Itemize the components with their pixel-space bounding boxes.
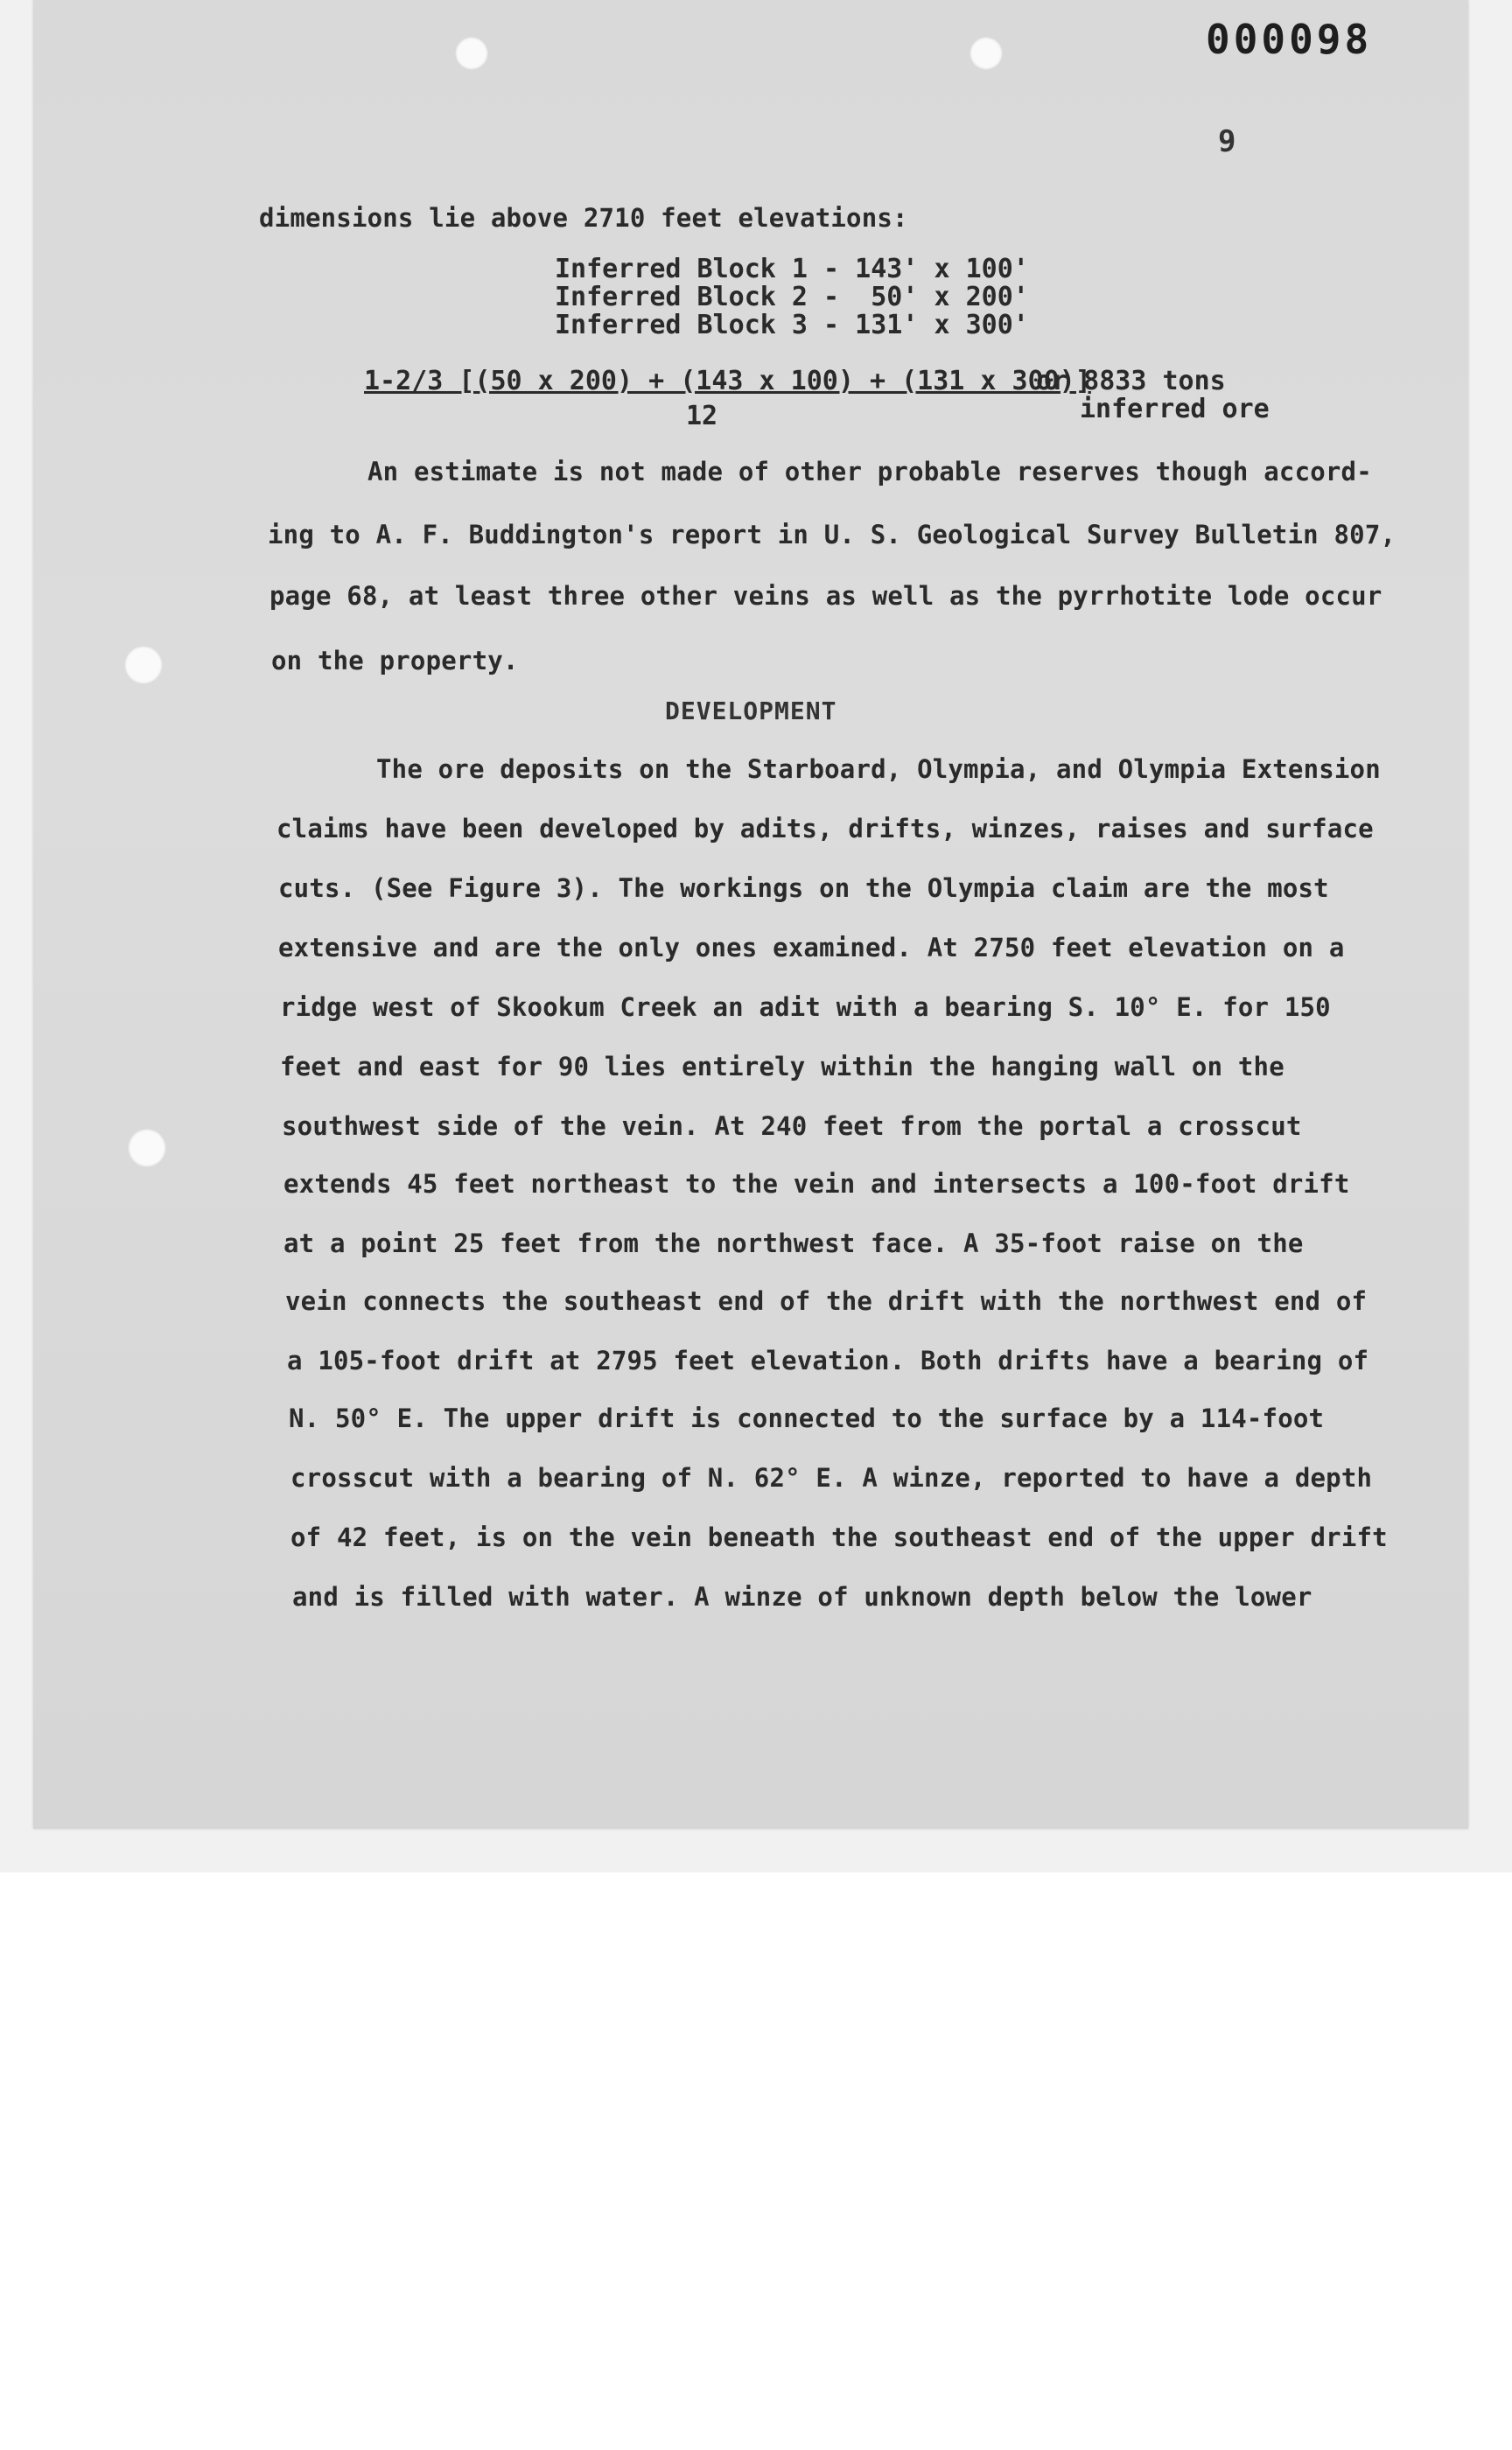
paragraph2-line: and is filled with water. A winze of unknown depth below the lower — [292, 1582, 1312, 1612]
paragraph1-line: page 68, at least three other veins as well as the pyrrhotite lode occur — [270, 581, 1382, 611]
paragraph2-line: The ore deposits on the Starboard, Olympia, and Olympia Extension — [376, 754, 1381, 784]
inferred-block-2: Inferred Block 2 - 50' x 200' — [555, 282, 1029, 312]
formula-expression: 1-2/3 [(50 x 200) + (143 x 100) + (131 x 300)] — [364, 366, 1091, 396]
paragraph2-line: claims have been developed by adits, drifts, winzes, raises and surface — [276, 814, 1374, 844]
paragraph2-line: N. 50° E. The upper drift is connected to the surface by a 114-foot — [289, 1404, 1325, 1433]
formula-result-tons: or 8833 tons — [1036, 366, 1226, 396]
inferred-block-1: Inferred Block 1 - 143' x 100' — [555, 254, 1029, 284]
paragraph2-line: southwest side of the vein. At 240 feet from the portal a crosscut — [282, 1111, 1302, 1141]
punch-hole — [128, 1129, 166, 1167]
paragraph2-line: vein connects the southeast end of the drift with the northwest end of — [285, 1286, 1368, 1316]
formula-result-ore: inferred ore — [1080, 394, 1270, 424]
section-heading: DEVELOPMENT — [665, 696, 837, 725]
paragraph2-line: crosscut with a bearing of N. 62° E. A winze, reported to have a depth — [290, 1463, 1373, 1493]
paragraph1-line: on the property. — [271, 646, 519, 676]
paragraph2-line: cuts. (See Figure 3). The workings on the Olympia claim are the most — [278, 873, 1329, 903]
formula-denominator: 12 — [686, 401, 718, 431]
paragraph2-line: extensive and are the only ones examined. At 2750 feet elevation on a — [278, 933, 1345, 962]
paragraph2-line: a 105-foot drift at 2795 feet elevation. Both drifts have a bearing of — [287, 1346, 1369, 1376]
paragraph2-line: of 42 feet, is on the vein beneath the southeast end of the upper drift — [290, 1522, 1388, 1552]
punch-hole — [455, 37, 488, 70]
paragraph2-line: at a point 25 feet from the northwest face. A 35-foot raise on the — [284, 1228, 1304, 1258]
intro-line: dimensions lie above 2710 feet elevations: — [259, 203, 908, 233]
paragraph2-line: extends 45 feet northeast to the vein and intersects a 100-foot drift — [284, 1169, 1350, 1199]
page-number: 9 — [1218, 124, 1236, 159]
paragraph2-line: ridge west of Skookum Creek an adit with a bearing S. 10° E. for 150 — [280, 992, 1331, 1022]
document-stamp-number: 000098 — [1206, 16, 1373, 63]
paragraph2-line: feet and east for 90 lies entirely within the hanging wall on the — [280, 1052, 1284, 1082]
inferred-block-3: Inferred Block 3 - 131' x 300' — [555, 310, 1029, 340]
paragraph1-line: ing to A. F. Buddington's report in U. S. Geological Survey Bulletin 807, — [268, 520, 1396, 550]
paragraph1-line: An estimate is not made of other probable reserves though accord- — [368, 457, 1372, 486]
punch-hole — [970, 37, 1003, 70]
punch-hole — [124, 646, 163, 684]
